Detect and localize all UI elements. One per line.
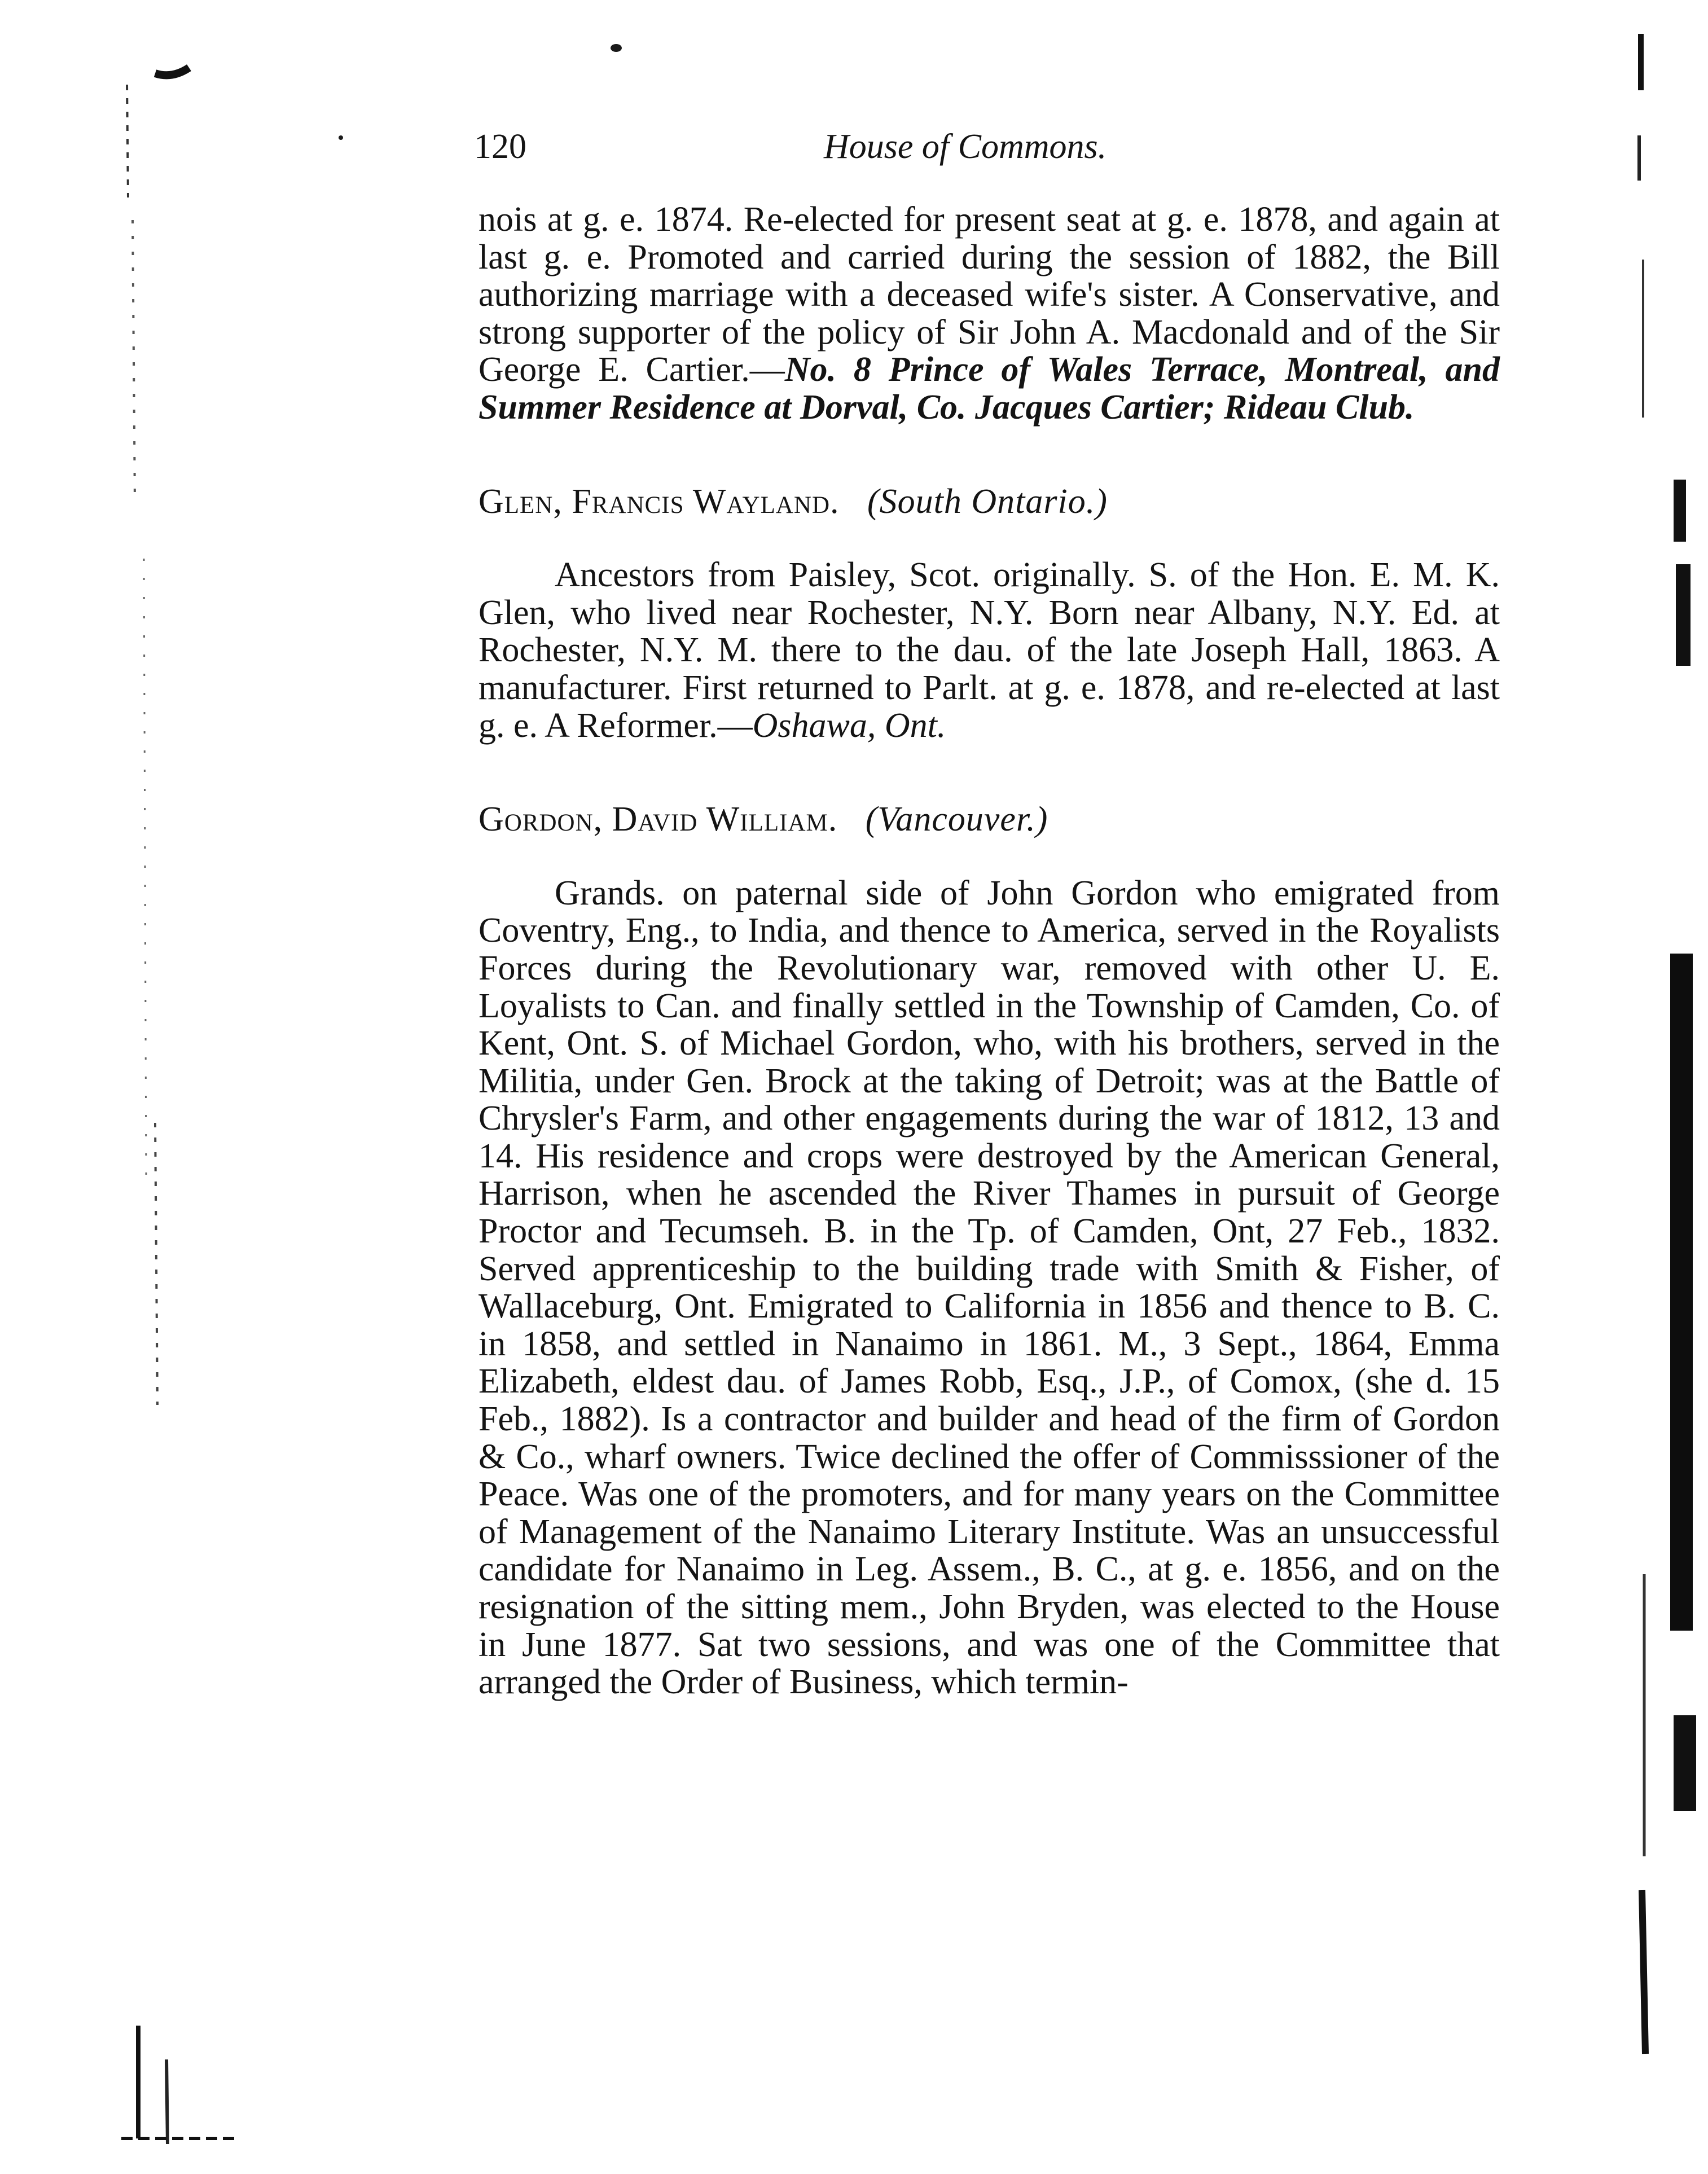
continuation-text: nois at g. e. 1874. Re-elected for present seat at g. e. 1878, and again at last g. e. Promoted and carried during the session of 1882, the Bill authorizing marriage with a deceased wife's sister. A Conservative, and strong supporter of the policy of Sir John A. Macdonald and of the Sir George E. Cartier.— [478,200,1500,389]
spacer [478,838,1500,875]
right-edge-scan-marks [1636,23,1708,2167]
entry-heading-gordon [478,801,1500,838]
continuation-paragraph [478,201,1500,427]
entry-constituency: (Vancouver.) [865,800,1048,839]
entry-constituency: (South Ontario.) [867,482,1108,521]
ink-speck [339,135,343,140]
entry-heading-glen [478,483,1500,521]
spacer [478,427,1500,483]
spacer [478,744,1500,801]
entry-name: Gordon, David William. [478,800,838,839]
entry-text: Ancestors from Paisley, Scot. originally. S. of the Hon. E. M. K. Glen, who lived near Rochester, N.Y. Born near Albany, N.Y. Ed. at Rochester, N.Y. M. there to the dau. of the late Joseph Hall, 1863. A manufacturer. First returned to Parlt. at g. e. 1878, and re-elected at last g. e. A Reformer.— [478,556,1500,745]
entry-paragraph-glen [478,556,1500,744]
entry-name: Glen, Francis Wayland. [478,482,840,521]
spacer [478,520,1500,556]
ink-speck [611,44,622,52]
page-header [474,127,1507,178]
page-number: 120 [474,128,526,166]
entry-paragraph-gordon [478,875,1500,1701]
entry-address: Oshawa, Ont. [752,706,946,745]
body-text [478,201,1500,1701]
entry-text: Grands. on paternal side of John Gordon who emigrated from Coventry, Eng., to India, and thence to America, served in the Royalists Forces during the Revolutionary war, removed with other U. E. Loyalists to Can. and finally settled in the Township of Camden, Co. of Kent, Ont. S. of Michael Gordon, who, with his brothers, served in the Militia, under Gen. Brock at the taking of Detroit; was at the Battle of Chrysler's Farm, and other engagements during the war of 1812, 13 and 14. His residence and crops were destroyed by the American General, Harrison, when he ascended the River Thames in pursuit of George Proctor and Tecumseh. B. in the Tp. of Camden, Ont, 27 Feb., 1832. Served apprenticeship to the building trade with Smith & Fisher, of Wallaceburg, Ont. Emigrated to California in 1856 and thence to B. C. in 1858, and settled in Nanaimo in 1861. M., 3 Sept., 1864, Emma Elizabeth, eldest dau. of James Robb, Esq., J.P., of Comox, (she d. 15 Feb., 1882). Is a contractor and builder and head of the firm of Gordon & Co., wharf owners. Twice declined the offer of Commisssioner of the Peace. Was one of the promoters, and for many years on the Committee of Management of the Nanaimo Literary Institute. Was an unsuccessful candidate for Nanaimo in Leg. Assem., B. C., at g. e. 1856, and on the resignation of the sitting mem., John Bryden, was elected to the House in June 1877. Sat two sessions, and was one of the Committee that arranged the Order of Business, which termin- [478,873,1500,1702]
left-margin-scan-marks [121,51,234,2150]
running-head: House of Commons. [824,128,1107,166]
continuation-address: No. 8 Prince of Wales Terrace, Montreal, and Summer Residence at Dorval, Co. Jacques Cartier; Rideau Club. [478,350,1500,427]
